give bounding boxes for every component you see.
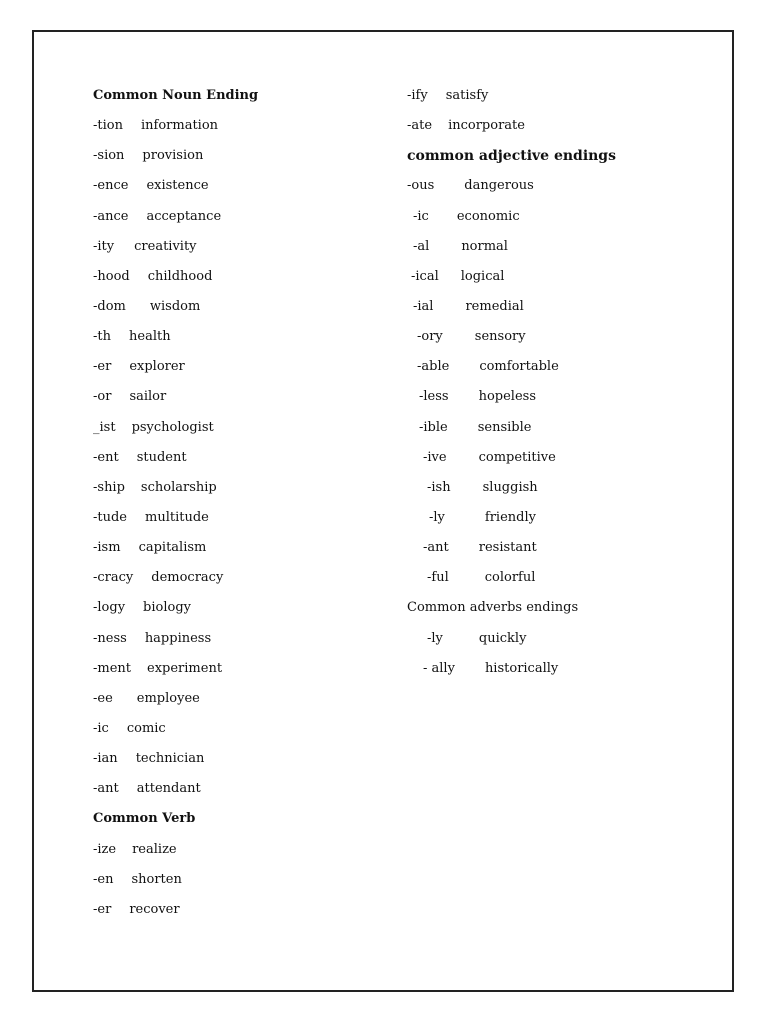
ending-suffix: -less [419, 389, 449, 405]
example-word: childhood [147, 268, 213, 284]
example-word: sensible [477, 419, 532, 435]
ending-row [93, 870, 258, 900]
section-heading: Common Noun Ending [93, 88, 259, 103]
section-label: Common adverbs endings [407, 600, 579, 616]
ending-suffix: -ly [427, 630, 443, 646]
ending-row [93, 176, 258, 206]
example-word: hopeless [478, 389, 537, 405]
ending-suffix: -ial [413, 298, 434, 314]
example-word: normal [461, 238, 508, 254]
example-word: sailor [129, 389, 167, 405]
ending-suffix: -ive [423, 449, 447, 465]
ending-row [407, 478, 616, 508]
example-word: acceptance [146, 208, 222, 224]
ending-row [93, 598, 258, 628]
ending-suffix: -th [93, 329, 111, 345]
ending-row [93, 840, 258, 870]
example-word: information [140, 118, 219, 134]
ending-row [93, 116, 258, 146]
example-word: multitude [145, 509, 209, 525]
example-word: historically [484, 660, 559, 676]
example-word: remedial [465, 298, 524, 314]
ending-row [93, 749, 258, 779]
example-word: biology [143, 600, 192, 616]
ending-row [93, 327, 258, 357]
ending-suffix: -ent [93, 449, 119, 465]
ending-row [407, 387, 616, 417]
ending-suffix: -ance [93, 208, 129, 224]
ending-suffix: -ful [427, 570, 449, 586]
ending-suffix: _ist [93, 419, 116, 435]
ending-suffix: -ant [423, 540, 449, 556]
ending-suffix: -tion [93, 118, 123, 134]
example-word: psychologist [131, 419, 214, 435]
ending-row [93, 267, 258, 297]
example-word: sluggish [482, 479, 538, 495]
ending-row [93, 448, 258, 478]
ending-row [407, 297, 616, 327]
ending-suffix: -en [93, 871, 114, 887]
ending-row [93, 900, 258, 930]
ending-row [93, 538, 258, 568]
example-word: attendant [136, 781, 201, 797]
section-heading: Common Verb [93, 811, 196, 827]
ending-row [407, 237, 616, 267]
ending-suffix: -ible [419, 419, 448, 435]
ending-suffix: -dom [93, 298, 126, 314]
ending-row [93, 508, 258, 538]
ending-row [93, 689, 258, 719]
example-word: recover [129, 901, 180, 917]
ending-suffix: -logy [93, 600, 126, 616]
ending-row [93, 207, 258, 237]
example-word: scholarship [140, 479, 217, 495]
example-word: explorer [129, 359, 185, 375]
ending-suffix: -able [417, 359, 450, 375]
ending-row [407, 418, 616, 448]
example-word: resistant [478, 540, 537, 556]
ending-suffix: -ish [427, 479, 451, 495]
example-word: capitalism [138, 540, 207, 556]
ending-suffix: -ness [93, 630, 127, 646]
example-word: provision [142, 148, 204, 164]
ending-suffix: -ian [93, 751, 118, 767]
ending-suffix: -ous [407, 178, 435, 194]
ending-suffix: -ly [429, 509, 445, 525]
ending-suffix: -ic [93, 720, 109, 736]
ending-row [93, 568, 258, 598]
example-word: democracy [151, 570, 224, 586]
example-word: quickly [478, 630, 527, 646]
ending-suffix: -sion [93, 148, 125, 164]
ending-suffix: -cracy [93, 570, 134, 586]
ending-row [93, 387, 258, 417]
left-column [93, 86, 258, 930]
example-word: sensory [474, 329, 526, 345]
ending-row [93, 629, 258, 659]
ending-suffix: -al [413, 238, 430, 254]
example-word: experiment [147, 660, 223, 676]
ending-row [93, 719, 258, 749]
example-word: realize [132, 841, 177, 857]
ending-row [407, 357, 616, 387]
example-word: logical [460, 268, 505, 284]
ending-suffix: -ism [93, 540, 121, 556]
example-word: existence [146, 178, 209, 194]
ending-suffix: -ee [93, 690, 113, 706]
ending-row [407, 508, 616, 538]
ending-row [93, 659, 258, 689]
ending-suffix: -er [93, 359, 112, 375]
example-word: competitive [478, 449, 556, 465]
example-word: health [129, 329, 171, 345]
ending-row [93, 297, 258, 327]
ending-row [407, 327, 616, 357]
example-word: dangerous [464, 178, 534, 194]
example-word: student [136, 449, 187, 465]
ending-row [407, 538, 616, 568]
example-word: economic [456, 208, 520, 224]
section-heading: common adjective endings [407, 148, 616, 165]
example-word: comic [126, 720, 166, 736]
ending-row [407, 86, 616, 116]
example-word: employee [136, 690, 200, 706]
ending-row [93, 146, 258, 176]
ending-row [93, 237, 258, 267]
example-word: satisfy [445, 88, 489, 103]
ending-row [93, 478, 258, 508]
ending-suffix: -ity [93, 238, 115, 254]
ending-row [407, 116, 616, 146]
example-word: shorten [131, 871, 182, 887]
ending-suffix: -ence [93, 178, 129, 194]
ending-suffix: - ally [423, 660, 455, 676]
example-word: technician [135, 751, 205, 767]
ending-suffix: -hood [93, 268, 130, 284]
ending-row [93, 779, 258, 809]
example-word: wisdom [149, 298, 201, 314]
ending-suffix: -er [93, 901, 112, 917]
ending-row [407, 176, 616, 206]
ending-row [93, 357, 258, 387]
example-word: happiness [144, 630, 212, 646]
ending-suffix: -ify [407, 88, 428, 103]
example-word: friendly [484, 509, 536, 525]
ending-suffix: -ment [93, 660, 132, 676]
ending-row [407, 659, 616, 689]
ending-suffix: -ize [93, 841, 117, 857]
ending-row [407, 448, 616, 478]
ending-suffix: -ant [93, 781, 119, 797]
example-word: creativity [134, 238, 197, 254]
ending-suffix: -ic [413, 208, 429, 224]
example-word: comfortable [479, 359, 559, 375]
ending-row [407, 207, 616, 237]
ending-suffix: -ship [93, 479, 125, 495]
ending-row [407, 568, 616, 598]
ending-row [407, 629, 616, 659]
ending-suffix: -tude [93, 509, 128, 525]
ending-row [93, 418, 258, 448]
right-column [407, 86, 616, 689]
ending-suffix: -ate [407, 118, 433, 134]
example-word: incorporate [448, 118, 525, 134]
ending-suffix: -or [93, 389, 112, 405]
ending-row [407, 267, 616, 297]
ending-suffix: -ical [411, 268, 439, 284]
example-word: colorful [484, 570, 536, 586]
ending-suffix: -ory [417, 329, 443, 345]
